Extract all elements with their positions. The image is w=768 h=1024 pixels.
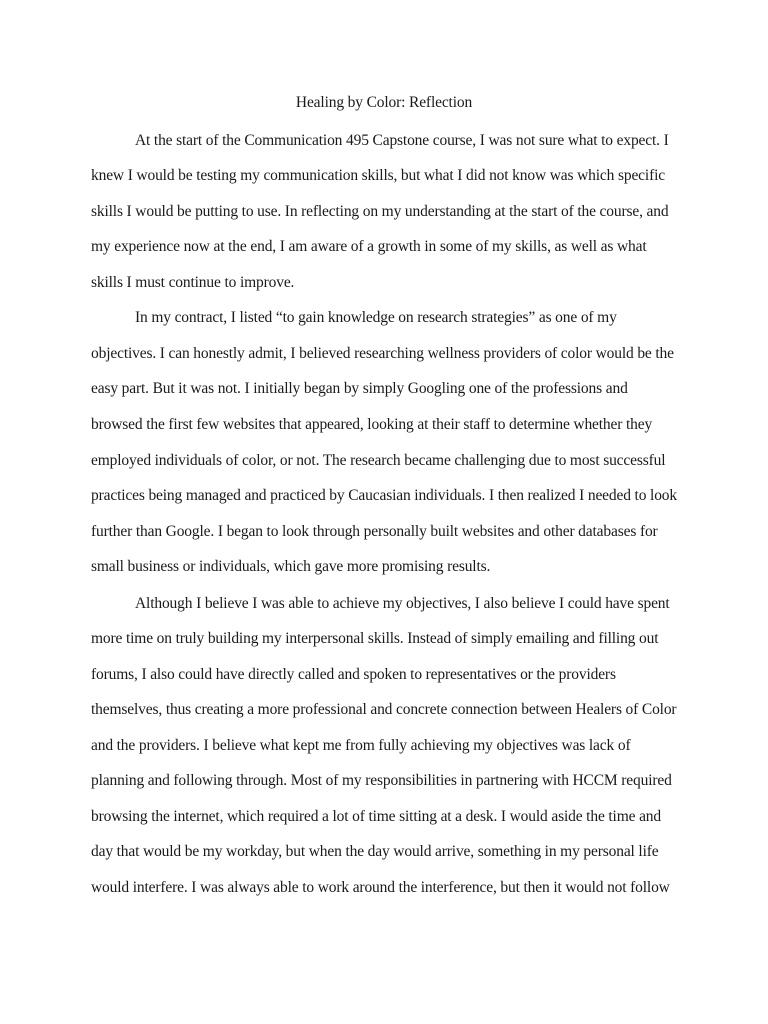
paragraph-3-line-4: themselves, thus creating a more professional and concrete connection between Healers of Color <box>91 701 677 718</box>
paragraph-1-line-5: skills I must continue to improve. <box>91 274 295 291</box>
paragraph-3-line-6: planning and following through. Most of my responsibilities in partnering with HCCM required <box>91 772 672 789</box>
paragraph-3-line-3: forums, I also could have directly called and spoken to representatives or the providers <box>91 666 616 683</box>
paragraph-2-line-8: small business or individuals, which gave more promising results. <box>91 558 491 575</box>
paragraph-2-line-6: practices being managed and practiced by Caucasian individuals. I then realized I needed to look <box>91 487 677 504</box>
paragraph-1-line-3: skills I would be putting to use. In reflecting on my understanding at the start of the course, and <box>91 203 669 220</box>
paragraph-3-line-1: Although I believe I was able to achieve my objectives, I also believe I could have spent <box>135 595 670 612</box>
paragraph-2-line-3: easy part. But it was not. I initially began by simply Googling one of the professions and <box>91 380 628 397</box>
paragraph-2-line-2: objectives. I can honestly admit, I believed researching wellness providers of color would be the <box>91 345 674 362</box>
document-title: Healing by Color: Reflection <box>295 94 473 111</box>
paragraph-3-line-2: more time on truly building my interpersonal skills. Instead of simply emailing and filling out <box>91 630 659 647</box>
paragraph-2-line-7: further than Google. I began to look through personally built websites and other databases for <box>91 523 658 540</box>
paragraph-3-line-5: and the providers. I believe what kept me from fully achieving my objectives was lack of <box>91 737 631 754</box>
paragraph-3-line-7: browsing the internet, which required a lot of time sitting at a desk. I would aside the time and <box>91 808 662 825</box>
paragraph-2-line-4: browsed the first few websites that appeared, looking at their staff to determine whether they <box>91 416 653 433</box>
paragraph-3-line-9: would interfere. I was always able to work around the interference, but then it would not follow <box>91 879 670 896</box>
paragraph-2-line-1: In my contract, I listed “to gain knowledge on research strategies” as one of my <box>135 309 617 326</box>
paragraph-3-line-8: day that would be my workday, but when the day would arrive, something in my personal life <box>91 843 659 860</box>
paragraph-2-line-5: employed individuals of color, or not. The research became challenging due to most successful <box>91 452 666 469</box>
paragraph-1-line-1: At the start of the Communication 495 Capstone course, I was not sure what to expect. I <box>135 132 669 149</box>
paragraph-1-line-4: my experience now at the end, I am aware of a growth in some of my skills, as well as what <box>91 238 647 255</box>
paragraph-1-line-2: knew I would be testing my communication skills, but what I did not know was which specific <box>91 167 665 184</box>
